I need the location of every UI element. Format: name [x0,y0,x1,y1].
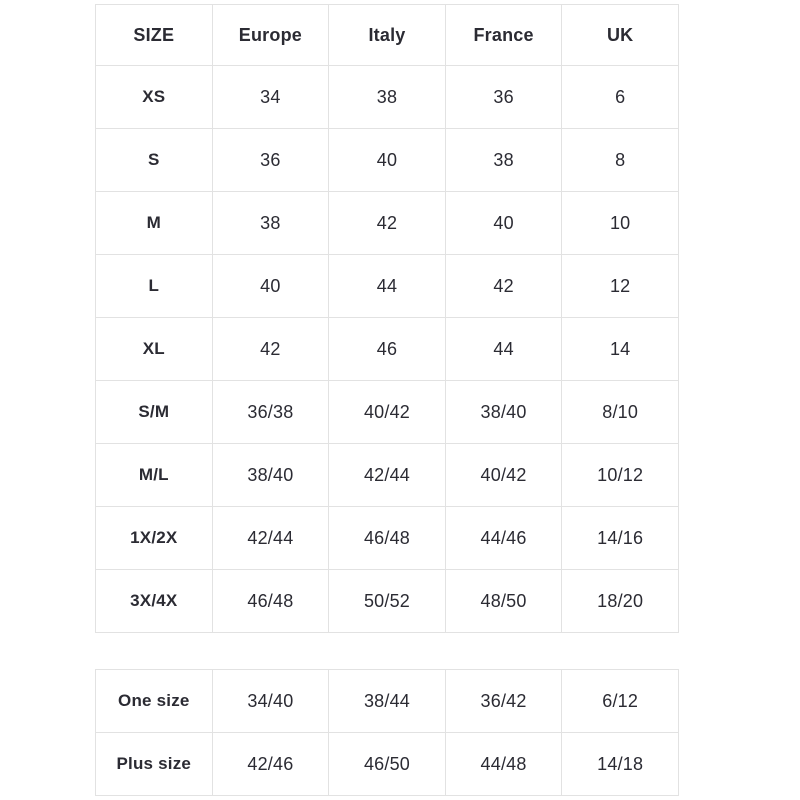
row-size-label: S/M [96,381,213,444]
row-size-label: M [96,192,213,255]
table-row [96,66,679,129]
row-value-cell: 14/16 [562,507,679,570]
row-value-cell: 42 [329,192,446,255]
row-value-cell: 40 [329,129,446,192]
row-value-cell: 42 [445,255,562,318]
table-row [96,670,679,733]
row-size-label: Plus size [96,733,213,796]
row-value-cell: 42 [212,318,329,381]
row-value-cell: 36/42 [445,670,562,733]
table-row [96,444,679,507]
table-row [96,507,679,570]
row-value-cell: 36 [445,66,562,129]
column-header-europe: Europe [212,5,329,66]
row-value-cell: 38 [212,192,329,255]
row-value-cell: 42/46 [212,733,329,796]
table-row [96,570,679,633]
row-size-label: S [96,129,213,192]
special-sizes-body [96,670,679,796]
table-row [96,129,679,192]
row-value-cell: 38/40 [445,381,562,444]
column-header-size: SIZE [96,5,213,66]
row-value-cell: 36/38 [212,381,329,444]
row-size-label: 3X/4X [96,570,213,633]
size-conversion-table [95,4,679,633]
row-value-cell: 44/48 [445,733,562,796]
table-row [96,255,679,318]
row-value-cell: 12 [562,255,679,318]
table-row [96,192,679,255]
row-size-label: XL [96,318,213,381]
row-value-cell: 8/10 [562,381,679,444]
row-value-cell: 50/52 [329,570,446,633]
row-value-cell: 44 [329,255,446,318]
row-value-cell: 36 [212,129,329,192]
row-value-cell: 38/44 [329,670,446,733]
row-value-cell: 8 [562,129,679,192]
row-value-cell: 40/42 [445,444,562,507]
row-value-cell: 6/12 [562,670,679,733]
table-row [96,318,679,381]
row-size-label: 1X/2X [96,507,213,570]
row-size-label: One size [96,670,213,733]
table-row [96,381,679,444]
column-header-italy: Italy [329,5,446,66]
row-size-label: L [96,255,213,318]
row-value-cell: 38 [445,129,562,192]
column-header-france: France [445,5,562,66]
row-size-label: XS [96,66,213,129]
row-value-cell: 48/50 [445,570,562,633]
row-value-cell: 44 [445,318,562,381]
row-value-cell: 40 [212,255,329,318]
row-value-cell: 46/50 [329,733,446,796]
column-header-uk: UK [562,5,679,66]
row-value-cell: 40/42 [329,381,446,444]
row-value-cell: 34 [212,66,329,129]
row-value-cell: 38/40 [212,444,329,507]
row-value-cell: 14 [562,318,679,381]
table-row [96,733,679,796]
row-value-cell: 46/48 [212,570,329,633]
size-table-body [96,66,679,633]
size-table-header [96,5,679,66]
row-value-cell: 34/40 [212,670,329,733]
header-row [96,5,679,66]
row-value-cell: 38 [329,66,446,129]
row-value-cell: 40 [445,192,562,255]
row-value-cell: 46 [329,318,446,381]
row-size-label: M/L [96,444,213,507]
row-value-cell: 14/18 [562,733,679,796]
row-value-cell: 44/46 [445,507,562,570]
row-value-cell: 6 [562,66,679,129]
row-value-cell: 42/44 [329,444,446,507]
special-sizes-table [95,669,679,796]
row-value-cell: 18/20 [562,570,679,633]
row-value-cell: 10/12 [562,444,679,507]
row-value-cell: 42/44 [212,507,329,570]
row-value-cell: 46/48 [329,507,446,570]
row-value-cell: 10 [562,192,679,255]
